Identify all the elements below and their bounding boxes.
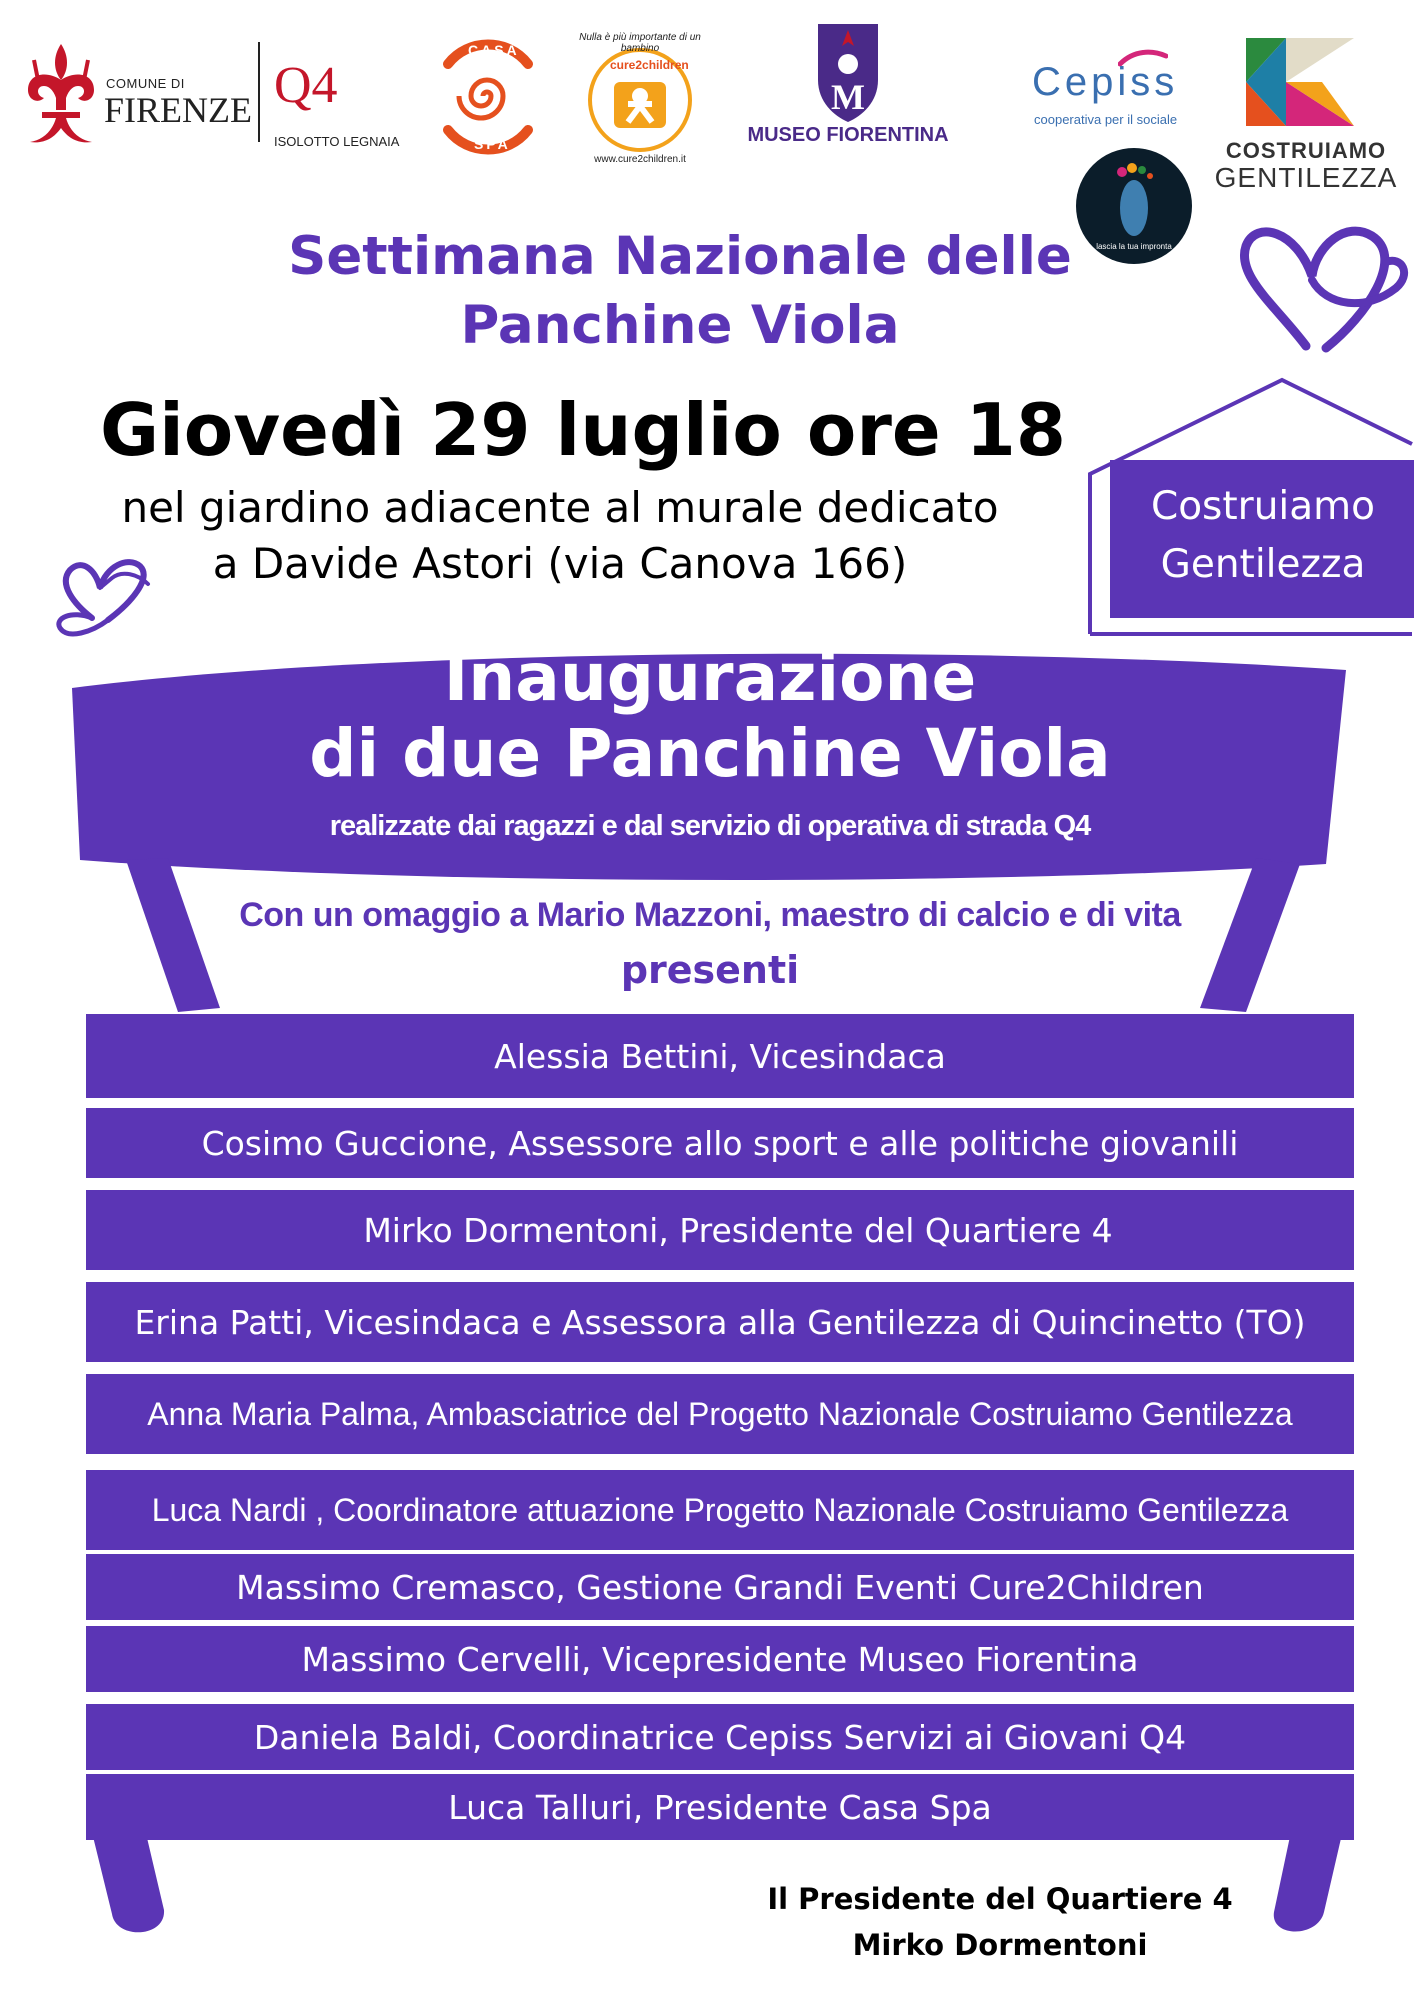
list-item-text: Mirko Dormentoni, Presidente del Quartiere 4	[363, 1210, 1113, 1250]
cure2children-title: cure2children	[610, 58, 689, 72]
list-item-text: Massimo Cervelli, Vicepresidente Museo Fiorentina	[301, 1639, 1139, 1679]
comune-small-label: COMUNE DI	[106, 76, 185, 91]
list-item-text: Erina Patti, Vicesindaca e Assessora alla Gentilezza di Quincinetto (TO)	[134, 1302, 1306, 1342]
cepiss-tagline: cooperativa per il sociale	[1034, 112, 1178, 127]
list-item	[86, 1282, 1354, 1362]
comune-firenze-logo	[22, 40, 252, 150]
list-item	[86, 1626, 1354, 1692]
comune-big-label: FIRENZE	[104, 90, 252, 130]
signature	[740, 1876, 1260, 1968]
cure2children-logo	[570, 30, 710, 170]
list-item	[86, 1190, 1354, 1270]
cure2children-url: www.cure2children.it	[594, 154, 686, 165]
cure2children-motto: Nulla è più importante di un bambino	[579, 32, 701, 54]
museo-fiorentina-logo	[732, 20, 964, 154]
museo-monogram: M	[831, 77, 865, 117]
list-item-text: Anna Maria Palma, Ambasciatrice del Progetto Nazionale Costruiamo Gentilezza	[147, 1395, 1293, 1432]
footprint-icon	[1110, 160, 1158, 240]
list-item	[86, 1374, 1354, 1454]
list-item	[86, 1108, 1354, 1178]
banner-title-line1: Inaugurazione	[443, 639, 977, 716]
q4-logo	[272, 52, 422, 152]
event-date: Giovedì 29 luglio ore 18	[100, 388, 1066, 472]
list-item	[86, 1554, 1354, 1620]
florence-lily-icon	[22, 40, 100, 150]
costruiamo-k-icon	[1242, 34, 1362, 130]
list-item	[86, 1774, 1354, 1840]
q4-label	[274, 57, 338, 114]
logo-divider	[258, 42, 260, 142]
banner-title-line2: di due Panchine Viola	[309, 715, 1111, 792]
event-place	[120, 480, 1000, 592]
casa-spa-logo	[428, 34, 546, 158]
list-item	[86, 1704, 1354, 1770]
list-item-text: Luca Nardi , Coordinatore attuazione Progetto Nazionale Costruiamo Gentilezza	[151, 1491, 1289, 1528]
list-item	[86, 1014, 1354, 1098]
museo-label: MUSEO FIORENTINA	[747, 124, 949, 146]
list-item-text: Daniela Baldi, Coordinatrice Cepiss Servizi ai Giovani Q4	[253, 1717, 1187, 1757]
signature-name: Mirko Dormentoni	[852, 1928, 1148, 1962]
signature-role: Il Presidente del Quartiere 4	[767, 1882, 1233, 1916]
list-item-text: Massimo Cremasco, Gestione Grandi Eventi Cure2Children	[236, 1567, 1204, 1607]
gentilezza-label: GENTILEZZA	[1214, 162, 1398, 193]
costruiamo-gentilezza-logo	[1206, 34, 1406, 194]
event-place-line2: a Davide Astori (via Canova 166)	[212, 539, 908, 588]
casa-top-label: CASA	[468, 42, 520, 58]
list-item-text: Luca Talluri, Presidente Casa Spa	[448, 1787, 992, 1827]
costruiamo-label: COSTRUIAMO	[1225, 138, 1387, 163]
cepiss-logo	[1028, 48, 1188, 138]
q4-text: Q4	[274, 57, 338, 114]
week-title-line2: Panchine Viola	[460, 295, 900, 356]
list-item	[86, 1470, 1354, 1550]
list-item-text: Cosimo Guccione, Assessore allo sport e alle politiche giovanili	[201, 1123, 1239, 1163]
week-title-line1: Settimana Nazionale delle	[288, 226, 1072, 287]
tribute-text: Con un omaggio a Mario Mazzoni, maestro di calcio e di vita	[239, 896, 1181, 934]
event-place-line1: nel giardino adiacente al murale dedicato	[121, 483, 999, 532]
presenti-label: presenti	[620, 948, 800, 992]
banner-title	[140, 640, 1280, 792]
list-item-text: Alessia Bettini, Vicesindaca	[494, 1036, 946, 1076]
casa-bottom-label: SPA	[474, 136, 511, 152]
butterfly-large-icon	[1216, 216, 1414, 386]
house-label-line2: Gentilezza	[1160, 542, 1366, 587]
house-label-line1: Costruiamo	[1150, 484, 1376, 529]
banner-subtitle: realizzate dai ragazzi e dal servizio di operativa di strada Q4	[329, 810, 1091, 842]
week-title	[260, 222, 1100, 360]
impronta-label: lascia la tua impronta	[1096, 242, 1172, 251]
cepiss-label: Cepiss	[1032, 60, 1179, 104]
q4-sub-label: ISOLOTTO LEGNAIA	[274, 134, 400, 149]
house-label	[1118, 478, 1408, 594]
